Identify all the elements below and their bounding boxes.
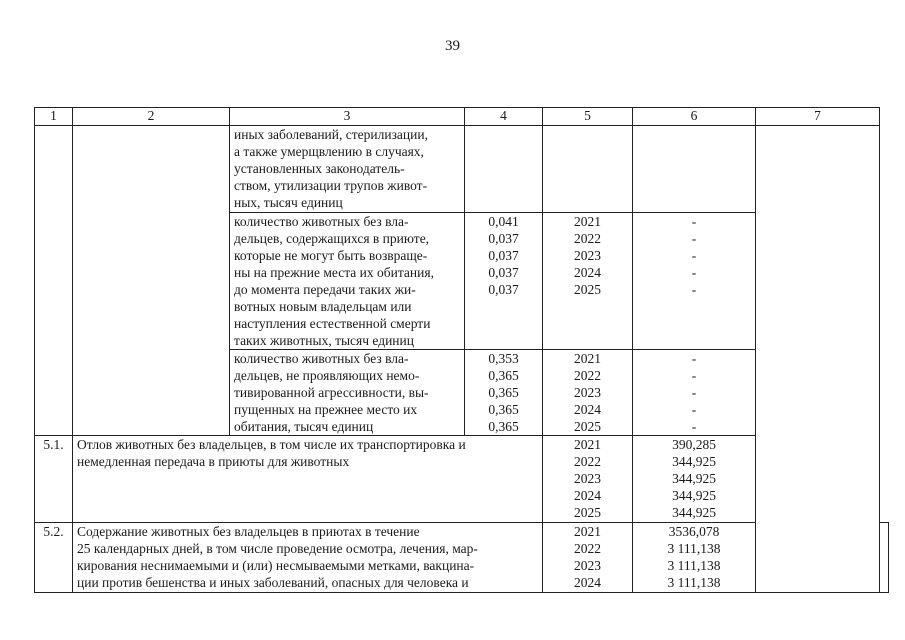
- amount-cell: - - - - -: [633, 213, 756, 350]
- section-title: Содержание животных без владельцев в приютах в течение 25 календарных дней, в том числе проведение осмотра, лечения, мар- кирования неснимаемыми и (или) несмываемыми метками, вакцина- ции против бешенства и иных заболеваний, опасных для человека и: [73, 523, 543, 593]
- indicator-text: количество животных без вла- дельцев, не проявляющих немо- тивированной агрессивности, вы- пущенных на прежнее место их обитания, тысяч единиц: [230, 350, 465, 436]
- amount-cell: 3536,078 3 111,138 3 111,138 3 111,138: [633, 523, 756, 593]
- year-cell: 2021 2022 2023 2024 2025: [543, 436, 633, 523]
- notes-cell: [756, 126, 880, 593]
- page-number: 39: [445, 38, 460, 54]
- header-col-1: 1: [35, 108, 73, 126]
- header-row: [35, 108, 889, 126]
- year-cell: 2021 2022 2023 2024 2025: [543, 213, 633, 350]
- year-cell: 2021 2022 2023 2024 2025: [543, 350, 633, 436]
- amount-cell: 390,285 344,925 344,925 344,925 344,925: [633, 436, 756, 523]
- row-number: 5.1.: [35, 436, 73, 523]
- year-cell: 2021 2022 2023 2024: [543, 523, 633, 593]
- indicator-text: количество животных без вла- дельцев, содержащихся в приюте, которые не могут быть возвраще- ны на прежние места их обитания, до момента передачи таких жи- вотных новым владельцам или наступления естественной смерти таких животных, тысяч единиц: [230, 213, 465, 350]
- row-number: 5.2.: [35, 523, 73, 593]
- section-cell: [73, 126, 230, 436]
- amount-cell: [633, 126, 756, 213]
- row-number-cell: [35, 126, 73, 436]
- header-col-6: 6: [633, 108, 756, 126]
- header-col-5: 5: [543, 108, 633, 126]
- header-col-4: 4: [465, 108, 543, 126]
- header-col-7: 7: [756, 108, 880, 126]
- header-col-3: 3: [230, 108, 465, 126]
- value-cell: [465, 126, 543, 213]
- indicator-row-continuation: [35, 126, 889, 213]
- notes-cell: [880, 523, 889, 593]
- indicators-table: [34, 107, 889, 593]
- indicator-text: иных заболеваний, стерилизации, а также умерщвлению в случаях, установленных законодатель- ством, утилизации трупов живот- ных, тысяч единиц: [230, 126, 465, 213]
- section-title: Отлов животных без владельцев, в том числе их транспортировка и немедленная передача в приюты для животных: [73, 436, 543, 523]
- year-cell: [543, 126, 633, 213]
- amount-cell: - - - - -: [633, 350, 756, 436]
- header-col-2: 2: [73, 108, 230, 126]
- value-cell: 0,353 0,365 0,365 0,365 0,365: [465, 350, 543, 436]
- value-cell: 0,041 0,037 0,037 0,037 0,037: [465, 213, 543, 350]
